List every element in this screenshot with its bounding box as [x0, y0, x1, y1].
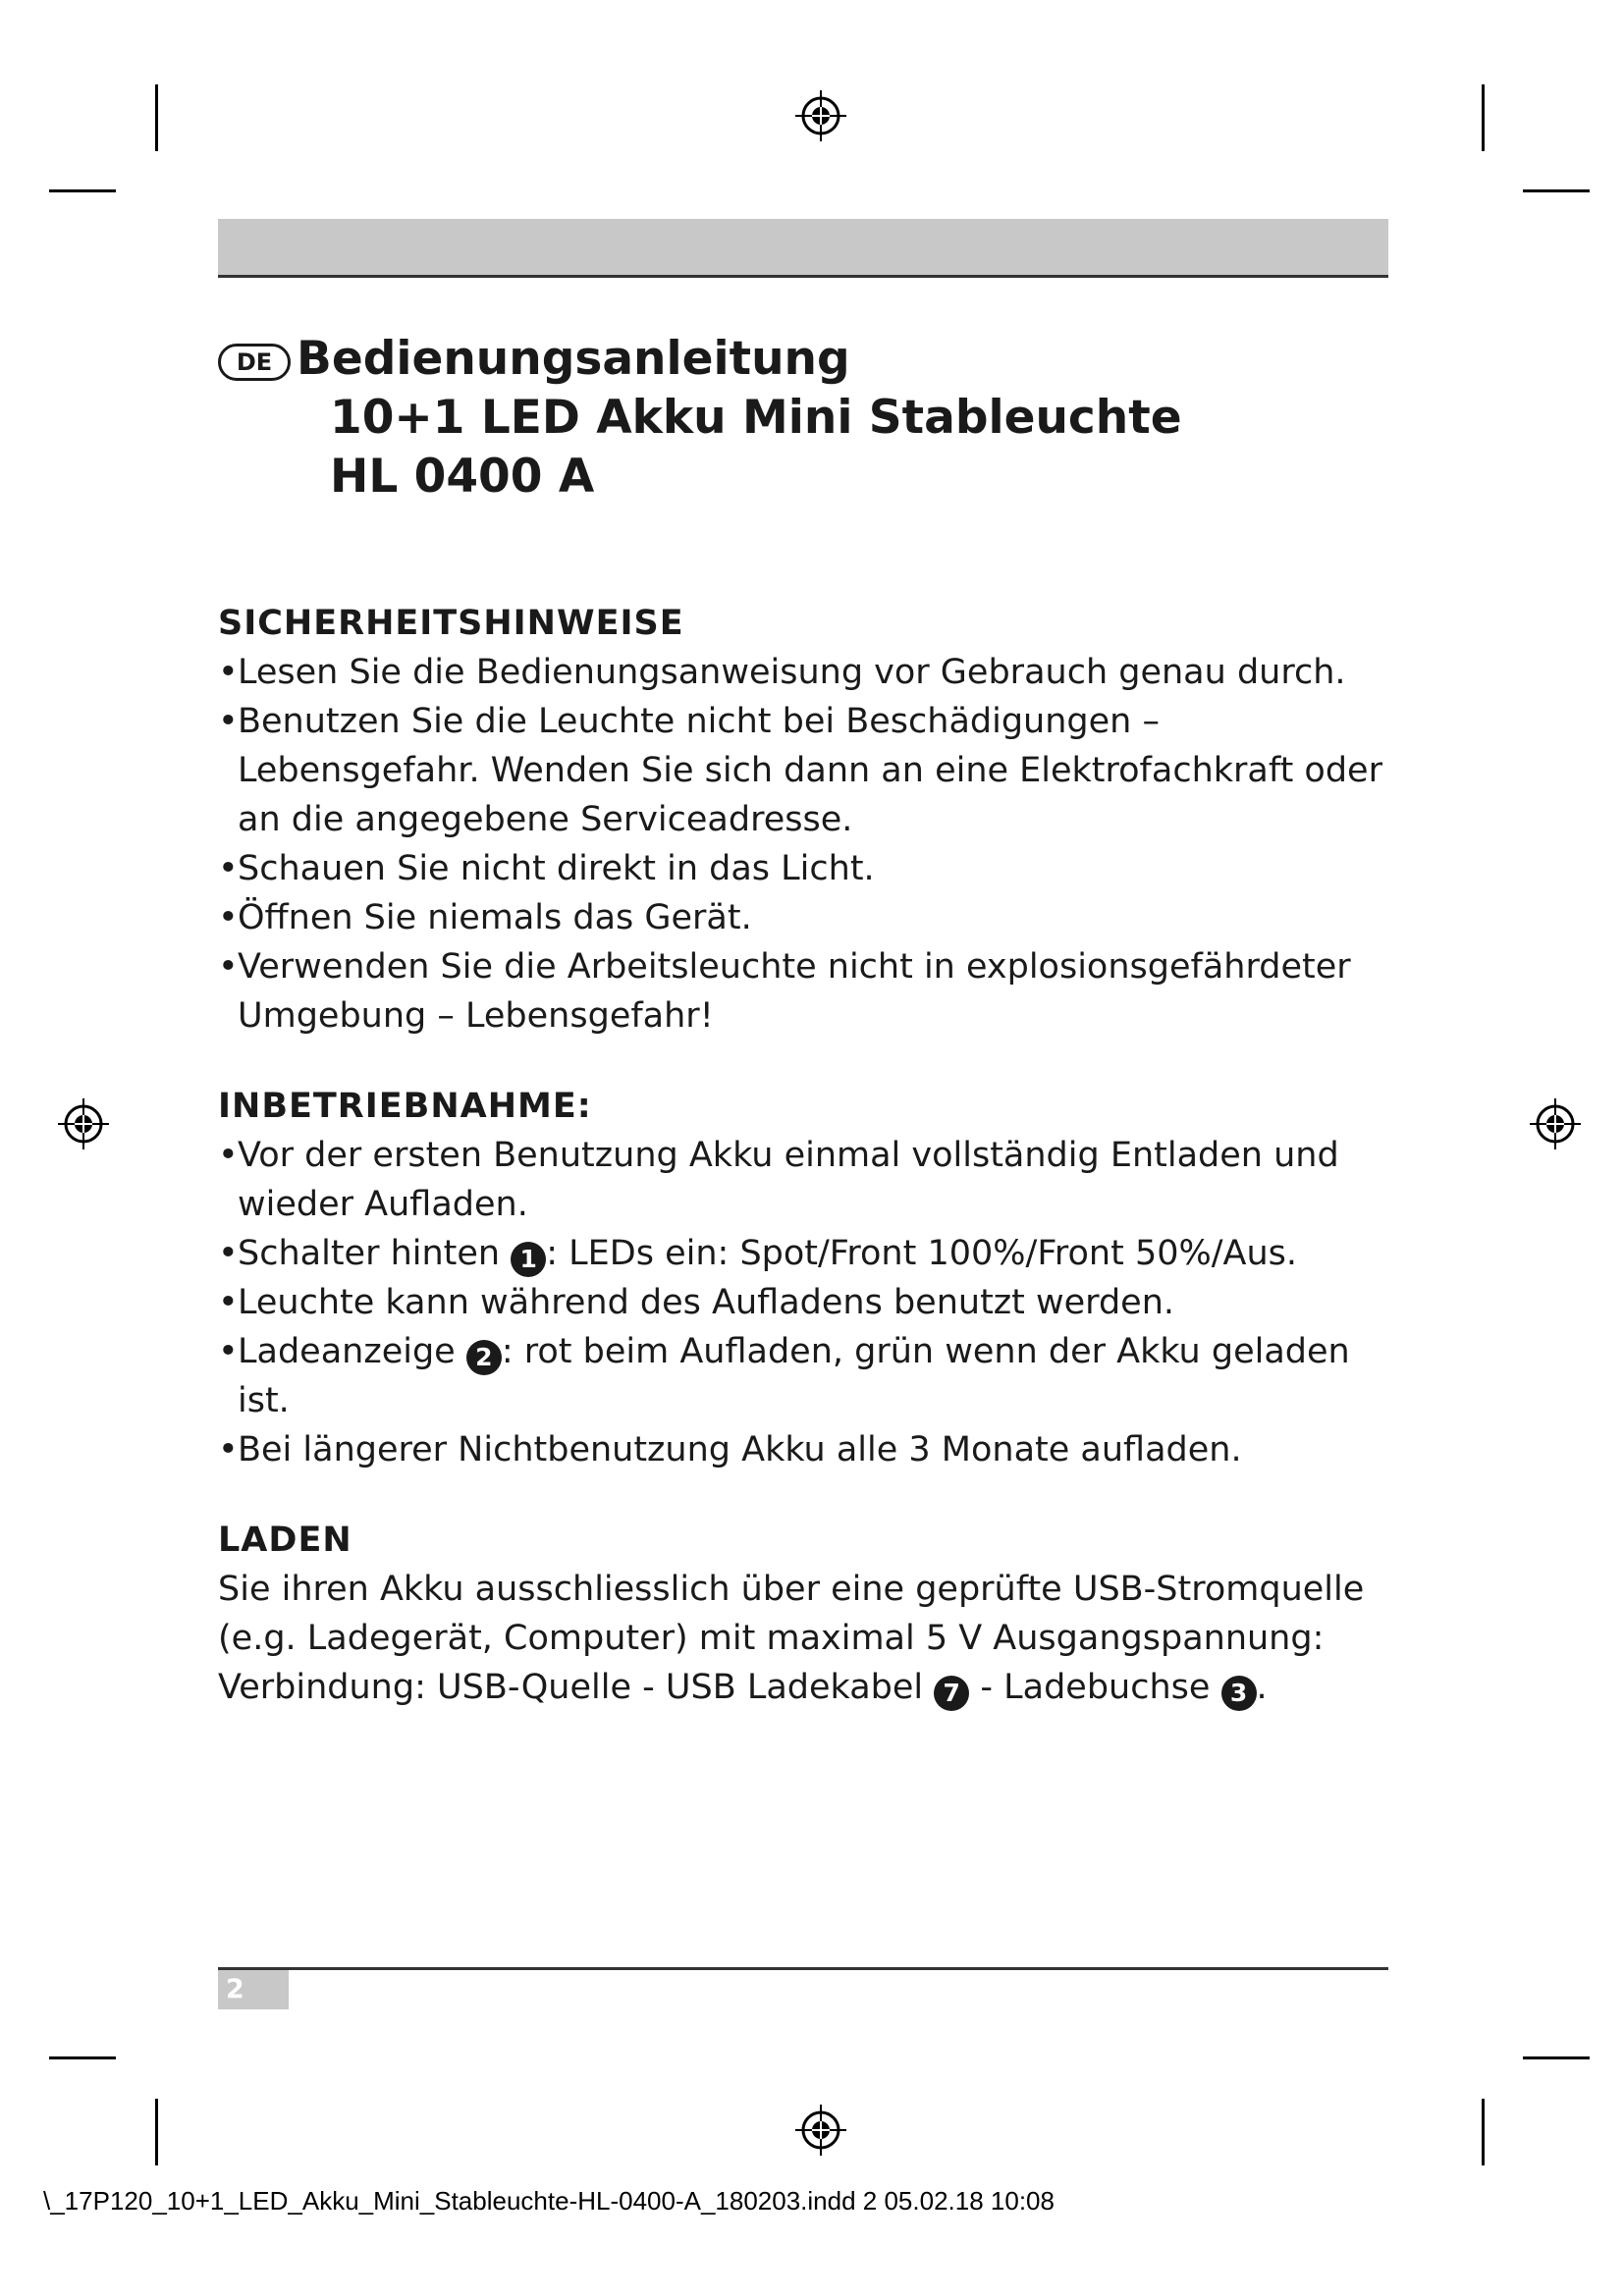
list-item: • Leuchte kann während des Aufladens benutzt werden.	[218, 1278, 1396, 1327]
charging-section	[218, 1516, 1396, 1712]
crop-mark-top-right-horizontal	[1523, 189, 1590, 192]
safety-heading: SICHERHEITSHINWEISE	[218, 604, 684, 643]
list-item: • Öffnen Sie niemals das Gerät.	[218, 893, 1396, 942]
registration-mark-bottom-icon	[793, 2103, 848, 2158]
footer-rule	[218, 1967, 1388, 1970]
item-text: Ladeanzeige	[238, 1332, 466, 1371]
registration-mark-right-icon	[1528, 1096, 1583, 1151]
document-title	[218, 330, 1182, 507]
item-text: - Ladebuchse	[969, 1668, 1221, 1707]
crop-mark-bottom-right-horizontal	[1523, 2056, 1590, 2059]
list-item: • Benutzen Sie die Leuchte nicht bei Beschädigungen – Lebensgefahr. Wenden Sie sich dann an eine Elektrofachkraft oder an die angegebene Serviceadresse.	[218, 697, 1396, 844]
list-item: • Schauen Sie nicht direkt in das Licht.	[218, 844, 1396, 893]
crop-mark-top-left-horizontal	[49, 189, 116, 192]
title-line-2: 10+1 LED Akku Mini Stableuchte	[330, 391, 1182, 445]
crop-mark-top-left-vertical	[155, 84, 158, 151]
item-text: Schalter hinten	[238, 1234, 512, 1273]
print-slug: \_17P120_10+1_LED_Akku_Mini_Stableuchte-HL-0400-A_180203.indd 2 05.02.18 10:08	[43, 2186, 1055, 2216]
callout-number-badge: 3	[1221, 1676, 1257, 1711]
operation-heading: INBETRIEBNAHME:	[218, 1087, 592, 1126]
item-text: Verbindung: USB-Quelle - USB Ladekabel	[218, 1668, 935, 1707]
list-item: • Bei längerer Nichtbenutzung Akku alle 3 Monate aufladen.	[218, 1425, 1396, 1474]
charging-heading: LADEN	[218, 1521, 352, 1560]
list-item: • Verwenden Sie die Arbeitsleuchte nicht in explosionsgefährdeter Umgebung – Lebensgefahr!	[218, 942, 1396, 1041]
item-text: : rot beim Aufladen, grün wenn der Akku geladen ist.	[238, 1332, 1350, 1420]
charging-line-1: Sie ihren Akku ausschliesslich über eine geprüfte USB-Stromquelle	[218, 1570, 1365, 1609]
list-item: • Lesen Sie die Bedienungsanweisung vor Gebrauch genau durch.	[218, 648, 1396, 697]
operation-section	[218, 1082, 1396, 1474]
registration-mark-top-icon	[793, 88, 848, 143]
crop-mark-bottom-left-horizontal	[49, 2056, 116, 2059]
callout-number-badge: 1	[511, 1242, 546, 1277]
charging-line-3	[218, 1663, 1396, 1712]
crop-mark-bottom-left-vertical	[155, 2099, 158, 2165]
callout-number-badge: 2	[466, 1340, 502, 1375]
safety-list	[218, 648, 1396, 1041]
registration-mark-left-icon	[56, 1096, 111, 1151]
list-item	[218, 1229, 1396, 1278]
page-number: 2	[218, 1970, 289, 2009]
safety-section	[218, 599, 1396, 1041]
operation-list	[218, 1131, 1396, 1474]
header-band	[218, 219, 1388, 278]
document-body	[218, 599, 1396, 1753]
item-text: : LEDs ein: Spot/Front 100%/Front 50%/Aus.	[546, 1234, 1298, 1273]
list-item	[218, 1327, 1396, 1425]
crop-mark-bottom-right-vertical	[1482, 2099, 1485, 2165]
callout-number-badge: 7	[934, 1676, 969, 1711]
charging-line-2: (e.g. Ladegerät, Computer) mit maximal 5 V Ausgangspannung:	[218, 1619, 1325, 1658]
item-text: .	[1256, 1668, 1268, 1707]
title-line-1: Bedienungsanleitung	[297, 332, 850, 386]
crop-mark-top-right-vertical	[1482, 84, 1485, 151]
list-item: • Vor der ersten Benutzung Akku einmal vollständig Entladen und wieder Aufladen.	[218, 1131, 1396, 1229]
title-line-3: HL 0400 A	[330, 450, 595, 504]
language-badge: DE	[218, 344, 291, 381]
